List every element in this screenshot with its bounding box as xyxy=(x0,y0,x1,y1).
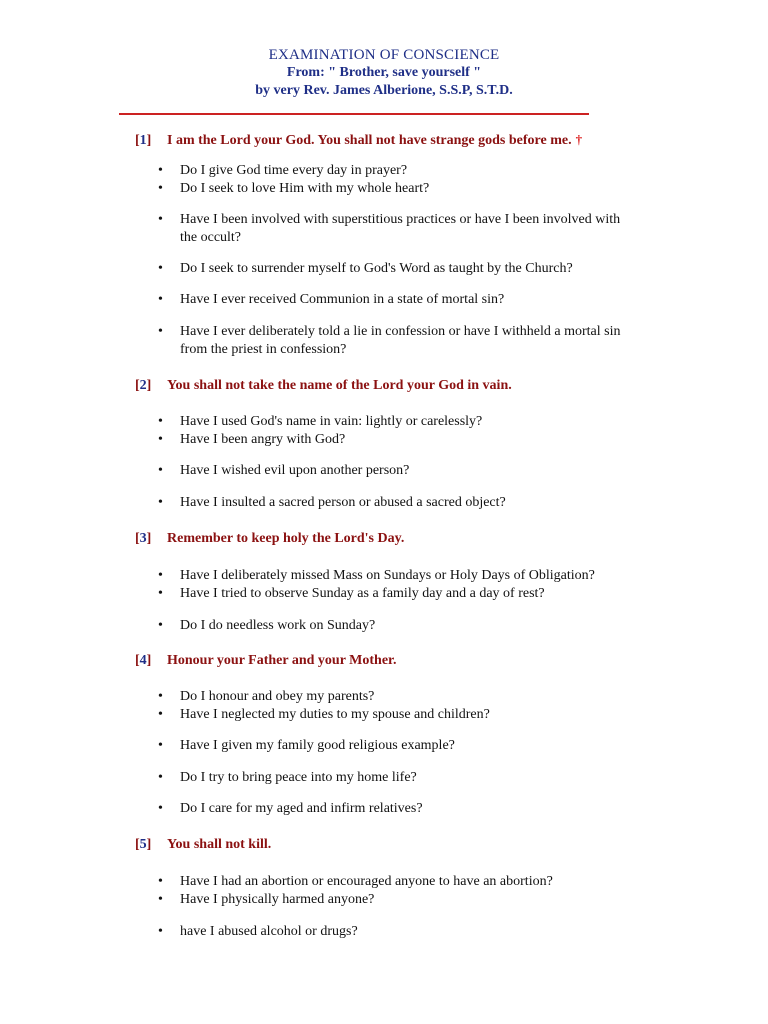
question-item: • Do I give God time every day in prayer? xyxy=(158,163,408,178)
commandment-number: 1 xyxy=(139,133,147,148)
question-item: • Have I neglected my duties to my spouse and children? xyxy=(158,707,490,722)
bullet-icon: • xyxy=(158,414,163,429)
document-title: EXAMINATION OF CONSCIENCE xyxy=(268,47,500,63)
bullet-icon: • xyxy=(158,689,163,704)
bullet-icon: • xyxy=(158,586,163,601)
bullet-icon: • xyxy=(158,618,163,633)
bullet-icon: • xyxy=(158,212,163,227)
commandment-text: Honour your Father and your Mother. xyxy=(167,653,397,668)
question-item: • Have I deliberately missed Mass on Sundays or Holy Days of Obligation? xyxy=(158,568,595,583)
question-item: • Do I seek to surrender myself to God's Word as taught by the Church? xyxy=(158,261,573,276)
bullet-icon: • xyxy=(158,495,163,510)
bullet-icon: • xyxy=(158,924,163,939)
bullet-icon: • xyxy=(158,568,163,583)
question-item: • have I abused alcohol or drugs? xyxy=(158,924,358,939)
commandment-number: 4 xyxy=(139,653,147,668)
header-divider xyxy=(119,113,589,115)
question-item: • Have I been involved with superstitious practices or have I been involved with the occult? xyxy=(158,212,621,245)
question-item: • Do I try to bring peace into my home life? xyxy=(158,770,417,785)
question-item: • Do I care for my aged and infirm relatives? xyxy=(158,801,423,816)
question-item: • Do I seek to love Him with my whole heart? xyxy=(158,181,430,196)
commandment-text: You shall not take the name of the Lord your God in vain. xyxy=(167,378,512,393)
question-item: • Have I tried to observe Sunday as a family day and a day of rest? xyxy=(158,586,545,601)
bullet-icon: • xyxy=(158,432,163,447)
bullet-icon: • xyxy=(158,163,163,178)
bullet-icon: • xyxy=(158,892,163,907)
bullet-icon: • xyxy=(158,324,163,339)
question-item: • Have I insulted a sacred person or abused a sacred object? xyxy=(158,495,506,510)
question-item: • Do I do needless work on Sunday? xyxy=(158,618,376,633)
author-line: by very Rev. James Alberione, S.S.P, S.T.D. xyxy=(255,83,513,98)
bullet-icon: • xyxy=(158,292,163,307)
question-item: • Have I been angry with God? xyxy=(158,432,346,447)
question-item: • Have I physically harmed anyone? xyxy=(158,892,375,907)
commandment-text: Remember to keep holy the Lord's Day. xyxy=(167,531,405,546)
commandment-5-heading: [5] You shall not kill. xyxy=(135,837,272,852)
cross-icon: † xyxy=(575,132,583,147)
bullet-icon: • xyxy=(158,181,163,196)
commandment-3-heading: [3] Remember to keep holy the Lord's Day. xyxy=(135,531,405,546)
question-item: • Do I honour and obey my parents? xyxy=(158,689,375,704)
bullet-icon: • xyxy=(158,770,163,785)
commandment-number: 2 xyxy=(139,378,147,393)
question-item: • Have I ever deliberately told a lie in confession or have I withheld a mortal sin from the priest in confession? xyxy=(158,324,621,357)
source-line: From: " Brother, save yourself " xyxy=(286,65,482,80)
commandment-4-heading: [4] Honour your Father and your Mother. xyxy=(135,653,397,668)
commandment-2-heading: [2] You shall not take the name of the Lord your God in vain. xyxy=(135,378,512,393)
commandment-text: I am the Lord your God. You shall not have strange gods before me. xyxy=(167,133,572,148)
question-item: • Have I used God's name in vain: lightly or carelessly? xyxy=(158,414,483,429)
commandment-number: 3 xyxy=(139,531,147,546)
bullet-icon: • xyxy=(158,707,163,722)
question-item: • Have I had an abortion or encouraged anyone to have an abortion? xyxy=(158,874,553,889)
question-item: • Have I given my family good religious example? xyxy=(158,738,455,753)
question-item: • Have I wished evil upon another person? xyxy=(158,463,410,478)
commandment-1-heading: [1] I am the Lord your God. You shall not have strange gods before me. † xyxy=(135,132,583,148)
commandment-text: You shall not kill. xyxy=(167,837,272,852)
question-item: • Have I ever received Communion in a state of mortal sin? xyxy=(158,292,505,307)
bullet-icon: • xyxy=(158,261,163,276)
bullet-icon: • xyxy=(158,801,163,816)
bullet-icon: • xyxy=(158,738,163,753)
bullet-icon: • xyxy=(158,874,163,889)
bullet-icon: • xyxy=(158,463,163,478)
commandment-number: 5 xyxy=(139,837,147,852)
